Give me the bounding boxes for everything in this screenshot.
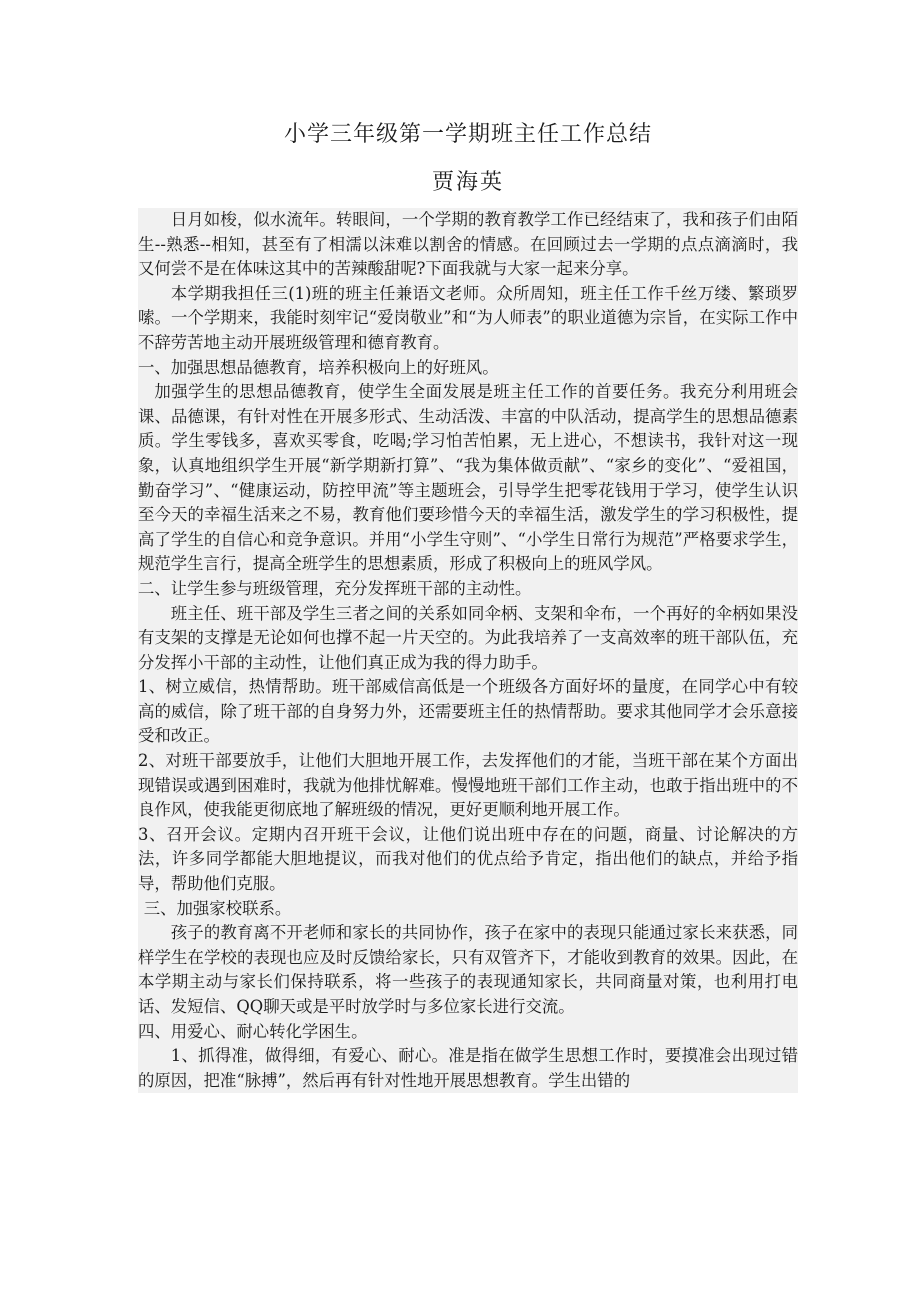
paragraph-home-school: 孩子的教育离不开老师和家长的共同协作，孩子在家中的表现只能通过家长来获悉，同样学生在学校的表现也应及时反馈给家长，只有双管齐下，才能收到教育的效果。因此，在本学期主动与家长们保持联系，将一些孩子的表现通知家长，共同商量对策，也利用打电话、发短信、QQ聊天或是平时放学时与多位家长进行交流。: [138, 921, 798, 1019]
section-heading-1: 一、加强思想品德教育，培养积极向上的好班风。: [138, 356, 798, 381]
document-title: 小学三年级第一学期班主任工作总结: [283, 122, 652, 147]
paragraph-moral-education: 加强学生的思想品德教育，使学生全面发展是班主任工作的首要任务。我充分利用班会课、品德课，有针对性在开展多形式、生动活泼、丰富的中队活动，提高学生的思想品德素质。学生零钱多，喜欢买零食，吃喝;学习怕苦怕累，无上进心，不想读书，我针对这一现象，认真地组织学生开展“新学期新打算”、“我为集体做贡献”、“家乡的变化”、“爱祖国，勤奋学习”、“健康运动，防控甲流”等主题班会，引导学生把零花钱用于学习，使学生认识至今天的幸福生活来之不易，教育他们要珍惜今天的幸福生活，激发学生的学习积极性，提高了学生的自信心和竞争意识。并用“小学生守则”、“小学生日常行为规范”严格要求学生，规范学生言行，提高全班学生的思想素质，形成了积极向上的班风学风。: [138, 380, 798, 577]
document-author: 贾海英: [431, 170, 504, 195]
section-heading-4: 四、用爱心、耐心转化学困生。: [138, 1020, 798, 1045]
list-item-1: 1、树立威信，热情帮助。班干部威信高低是一个班级各方面好坏的量度，在同学心中有较高的威信，除了班干部的自身努力外，还需要班主任的热情帮助。要求其他同学才会乐意接受和改正。: [138, 675, 798, 749]
paragraph-role: 本学期我担任三(1)班的班主任兼语文老师。众所周知，班主任工作千丝万缕、繁琐罗嗦。一个学期来，我能时刻牢记“爱岗敬业”和“为人师表”的职业道德为宗旨，在实际工作中不辞劳苦地主动开展班级管理和德育教育。: [138, 282, 798, 356]
list-item-3: 3、召开会议。定期内召开班干会议，让他们说出班中存在的问题，商量、讨论解决的方法，许多同学都能大胆地提议，而我对他们的优点给予肯定，指出他们的缺点，并给予指导，帮助他们克服。: [138, 823, 798, 897]
section-heading-3: 三、加强家校联系。: [138, 897, 798, 922]
document-page: [138, 118, 798, 1093]
paragraph-class-cadres: 班主任、班干部及学生三者之间的关系如同伞柄、支架和伞布，一个再好的伞柄如果没有支架的支撑是无论如何也撑不起一片天空的。为此我培养了一支高效率的班干部队伍，充分发挥小干部的主动性，让他们真正成为我的得力助手。: [138, 602, 798, 676]
section-heading-2: 二、让学生参与班级管理，充分发挥班干部的主动性。: [138, 577, 798, 602]
paragraph-intro: 日月如梭，似水流年。转眼间，一个学期的教育教学工作已经结束了，我和孩子们由陌生--熟悉--相知，甚至有了相濡以沫难以割舍的情感。在回顾过去一学期的点点滴滴时，我又何尝不是在体味这其中的苦辣酸甜呢?下面我就与大家一起来分享。: [138, 208, 798, 282]
paragraph-struggling-students: 1、抓得准，做得细，有爱心、耐心。准是指在做学生思想工作时，要摸准会出现过错的原因，把准“脉搏”，然后再有针对性地开展思想教育。学生出错的: [138, 1044, 798, 1093]
document-body: [138, 208, 798, 1093]
list-item-2: 2、对班干部要放手，让他们大胆地开展工作，去发挥他们的才能，当班干部在某个方面出现错误或遇到困难时，我就为他排忧解难。慢慢地班干部们工作主动，也敢于指出班中的不良作风，使我能更彻底地了解班级的情况，更好更顺利地开展工作。: [138, 749, 798, 823]
